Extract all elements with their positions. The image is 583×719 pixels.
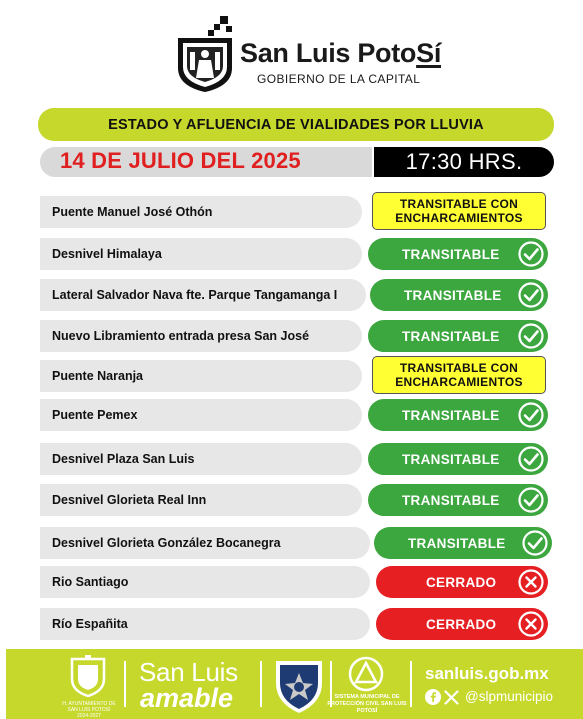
- amable-logo-line2: amable: [140, 683, 234, 713]
- status-label: TRANSITABLE CON ENCHARCAMIENTOS: [395, 197, 523, 225]
- road-name: Río Españita: [40, 608, 370, 640]
- brand-title: San Luis PotoSí: [240, 38, 442, 68]
- road-name: Desnivel Plaza San Luis: [40, 443, 362, 475]
- status-pill-green: [368, 443, 548, 475]
- x-icon[interactable]: [444, 690, 459, 705]
- road-name: Nuevo Libramiento entrada presa San José: [40, 320, 362, 352]
- status-pill-green: [370, 279, 548, 311]
- police-badge-icon: [270, 657, 328, 715]
- report-time-box: [374, 147, 554, 177]
- check-circle-icon: [518, 241, 544, 267]
- footer: [6, 649, 583, 719]
- status-label: TRANSITABLE CON ENCHARCAMIENTOS: [395, 361, 523, 389]
- social-handle[interactable]: @slpmunicipio: [465, 689, 553, 704]
- check-circle-icon: [522, 530, 548, 556]
- status-pill-green: [368, 399, 548, 431]
- status-pill-green: [368, 238, 548, 270]
- status-label: TRANSITABLE: [404, 287, 502, 303]
- status-pill-green: [374, 527, 552, 559]
- status-label: TRANSITABLE: [402, 492, 500, 508]
- header: [0, 0, 583, 100]
- status-label: TRANSITABLE: [402, 451, 500, 467]
- road-name: Puente Manuel José Othón: [40, 196, 362, 228]
- check-circle-icon: [518, 487, 544, 513]
- status-pill-red: [376, 566, 548, 598]
- report-title-banner: [38, 108, 554, 141]
- status-pill-red: [376, 608, 548, 640]
- footer-divider: [410, 661, 412, 707]
- report-title: ESTADO Y AFLUENCIA DE VIALIDADES POR LLUVIA: [108, 116, 484, 133]
- road-name: Lateral Salvador Nava fte. Parque Tangamanga I: [40, 279, 366, 311]
- ayuntamiento-caption: H. AYUNTAMIENTO DE SAN LUIS POTOSÍ 2024-2027: [62, 701, 116, 719]
- facebook-icon[interactable]: [425, 689, 441, 705]
- status-label: CERRADO: [426, 616, 497, 632]
- report-time: 17:30 HRS.: [405, 149, 523, 174]
- check-circle-icon: [518, 402, 544, 428]
- road-name: Desnivel Glorieta González Bocanegra: [40, 527, 370, 559]
- road-name: Puente Pemex: [40, 399, 362, 431]
- status-label: CERRADO: [426, 574, 497, 590]
- social-icons: [425, 689, 459, 705]
- amable-logo-line1: San Luis: [139, 657, 238, 687]
- footer-divider: [260, 661, 262, 707]
- status-pill-yellow: [372, 192, 546, 230]
- proteccion-civil-caption: SISTEMA MUNICIPAL DE PROTECCIÓN CIVIL SAN LUIS POTOSÍ: [327, 694, 407, 714]
- road-name: Puente Naranja: [40, 360, 362, 392]
- status-pill-green: [368, 484, 548, 516]
- status-label: TRANSITABLE: [402, 407, 500, 423]
- brand-subtitle: GOBIERNO DE LA CAPITAL: [257, 72, 421, 86]
- report-date: 14 DE JULIO DEL 2025: [60, 148, 301, 173]
- check-circle-icon: [518, 446, 544, 472]
- city-crest-icon: [174, 16, 236, 94]
- check-circle-icon: [518, 282, 544, 308]
- check-circle-icon: [518, 323, 544, 349]
- x-circle-icon: [518, 611, 544, 637]
- ayuntamiento-crest-icon: [69, 655, 107, 697]
- status-label: TRANSITABLE: [408, 535, 506, 551]
- status-label: TRANSITABLE: [402, 246, 500, 262]
- status-label: TRANSITABLE: [402, 328, 500, 344]
- status-pill-green: [368, 320, 548, 352]
- status-pill-yellow: [372, 356, 546, 394]
- footer-divider: [124, 661, 126, 707]
- x-circle-icon: [518, 569, 544, 595]
- road-name: Desnivel Glorieta Real Inn: [40, 484, 362, 516]
- road-name: Rio Santiago: [40, 566, 370, 598]
- proteccion-civil-icon: [346, 656, 386, 692]
- website-link[interactable]: sanluis.gob.mx: [425, 664, 549, 683]
- road-name: Desnivel Himalaya: [40, 238, 362, 270]
